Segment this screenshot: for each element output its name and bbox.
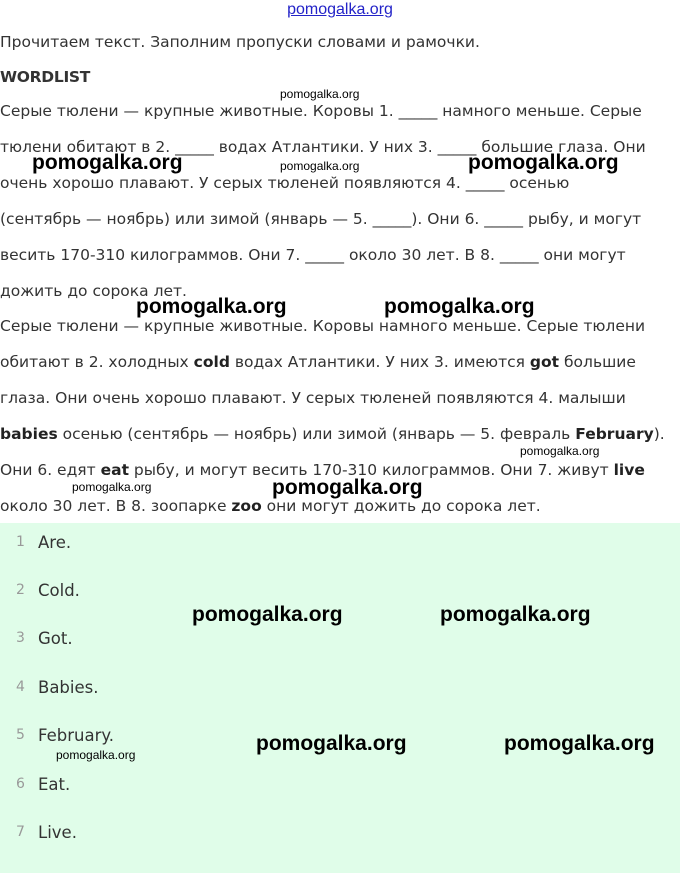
watermark: pomogalka.org (280, 159, 360, 173)
answer-item: 2 Cold. (16, 580, 80, 600)
watermark: pomogalka.org (520, 444, 600, 458)
watermark: pomogalka.org (256, 732, 407, 755)
answer-item: 3 Got. (16, 628, 73, 648)
filled-text-line: Серые тюлени — крупные животные. Коровы намного меньше. Серые тюлени (0, 317, 646, 335)
gap-text-line: очень хорошо плавают. У серых тюленей появляются 4. _____ осенью (0, 174, 570, 192)
site-link[interactable]: pomogalka.org (287, 1, 393, 18)
watermark: pomogalka.org (440, 603, 591, 626)
gap-text-line: (сентябрь — ноябрь) или зимой (январь — 5. _____). Они 6. _____ рыбу, и могут (0, 210, 642, 228)
watermark: pomogalka.org (56, 748, 136, 762)
watermark: pomogalka.org (504, 732, 655, 755)
watermark: pomogalka.org (192, 603, 343, 626)
answer-item: 7 Live. (16, 822, 77, 842)
answers-panel (0, 523, 680, 873)
wordlist-heading: WORDLIST (0, 68, 91, 86)
answer-item: 6 Eat. (16, 774, 71, 794)
answer-item: 4 Babies. (16, 677, 99, 697)
filled-text-line: Они 6. едят eat рыбу, и могут весить 170-310 килограммов. Они 7. живут live (0, 461, 645, 479)
answer-item: 1 Are. (16, 532, 72, 552)
watermark: pomogalka.org (468, 151, 619, 174)
answer-word: babies (0, 425, 58, 443)
filled-text-line: babies осенью (сентябрь — ноябрь) или зимой (январь — 5. февраль February). (0, 425, 665, 443)
answer-word: got (529, 353, 560, 371)
filled-text-line: глаза. Они очень хорошо плавают. У серых тюленей появляются 4. малыши (0, 389, 626, 407)
answer-word: eat (100, 461, 129, 479)
answer-item: 5 February. (16, 725, 115, 745)
answer-word: cold (193, 353, 230, 371)
gap-text-line: тюлени обитают в 2. _____ водах Атлантики. У них 3. _____ большие глаза. Они (0, 138, 646, 156)
watermark: pomogalka.org (136, 295, 287, 318)
watermark: pomogalka.org (384, 295, 535, 318)
gap-text-line: Серые тюлени — крупные животные. Коровы 1. _____ намного меньше. Серые (0, 102, 642, 120)
answer-word: zoo (231, 497, 262, 515)
gap-text-line: весить 170-310 килограммов. Они 7. _____ около 30 лет. В 8. _____ они могут (0, 246, 626, 264)
watermark: pomogalka.org (272, 476, 423, 499)
watermark: pomogalka.org (280, 87, 360, 101)
watermark: pomogalka.org (32, 151, 183, 174)
answer-word: February (575, 425, 654, 443)
answer-word: live (613, 461, 645, 479)
intro-text: Прочитаем текст. Заполним пропуски словами и рамочки. (0, 33, 480, 51)
filled-text-line: обитают в 2. холодных cold водах Атлантики. У них 3. имеются got большие (0, 353, 636, 371)
gap-text-line: дожить до сорока лет. (0, 282, 187, 300)
filled-text-line: около 30 лет. В 8. зоопарке zoo они могут дожить до сорока лет. (0, 497, 541, 515)
watermark: pomogalka.org (72, 480, 152, 494)
